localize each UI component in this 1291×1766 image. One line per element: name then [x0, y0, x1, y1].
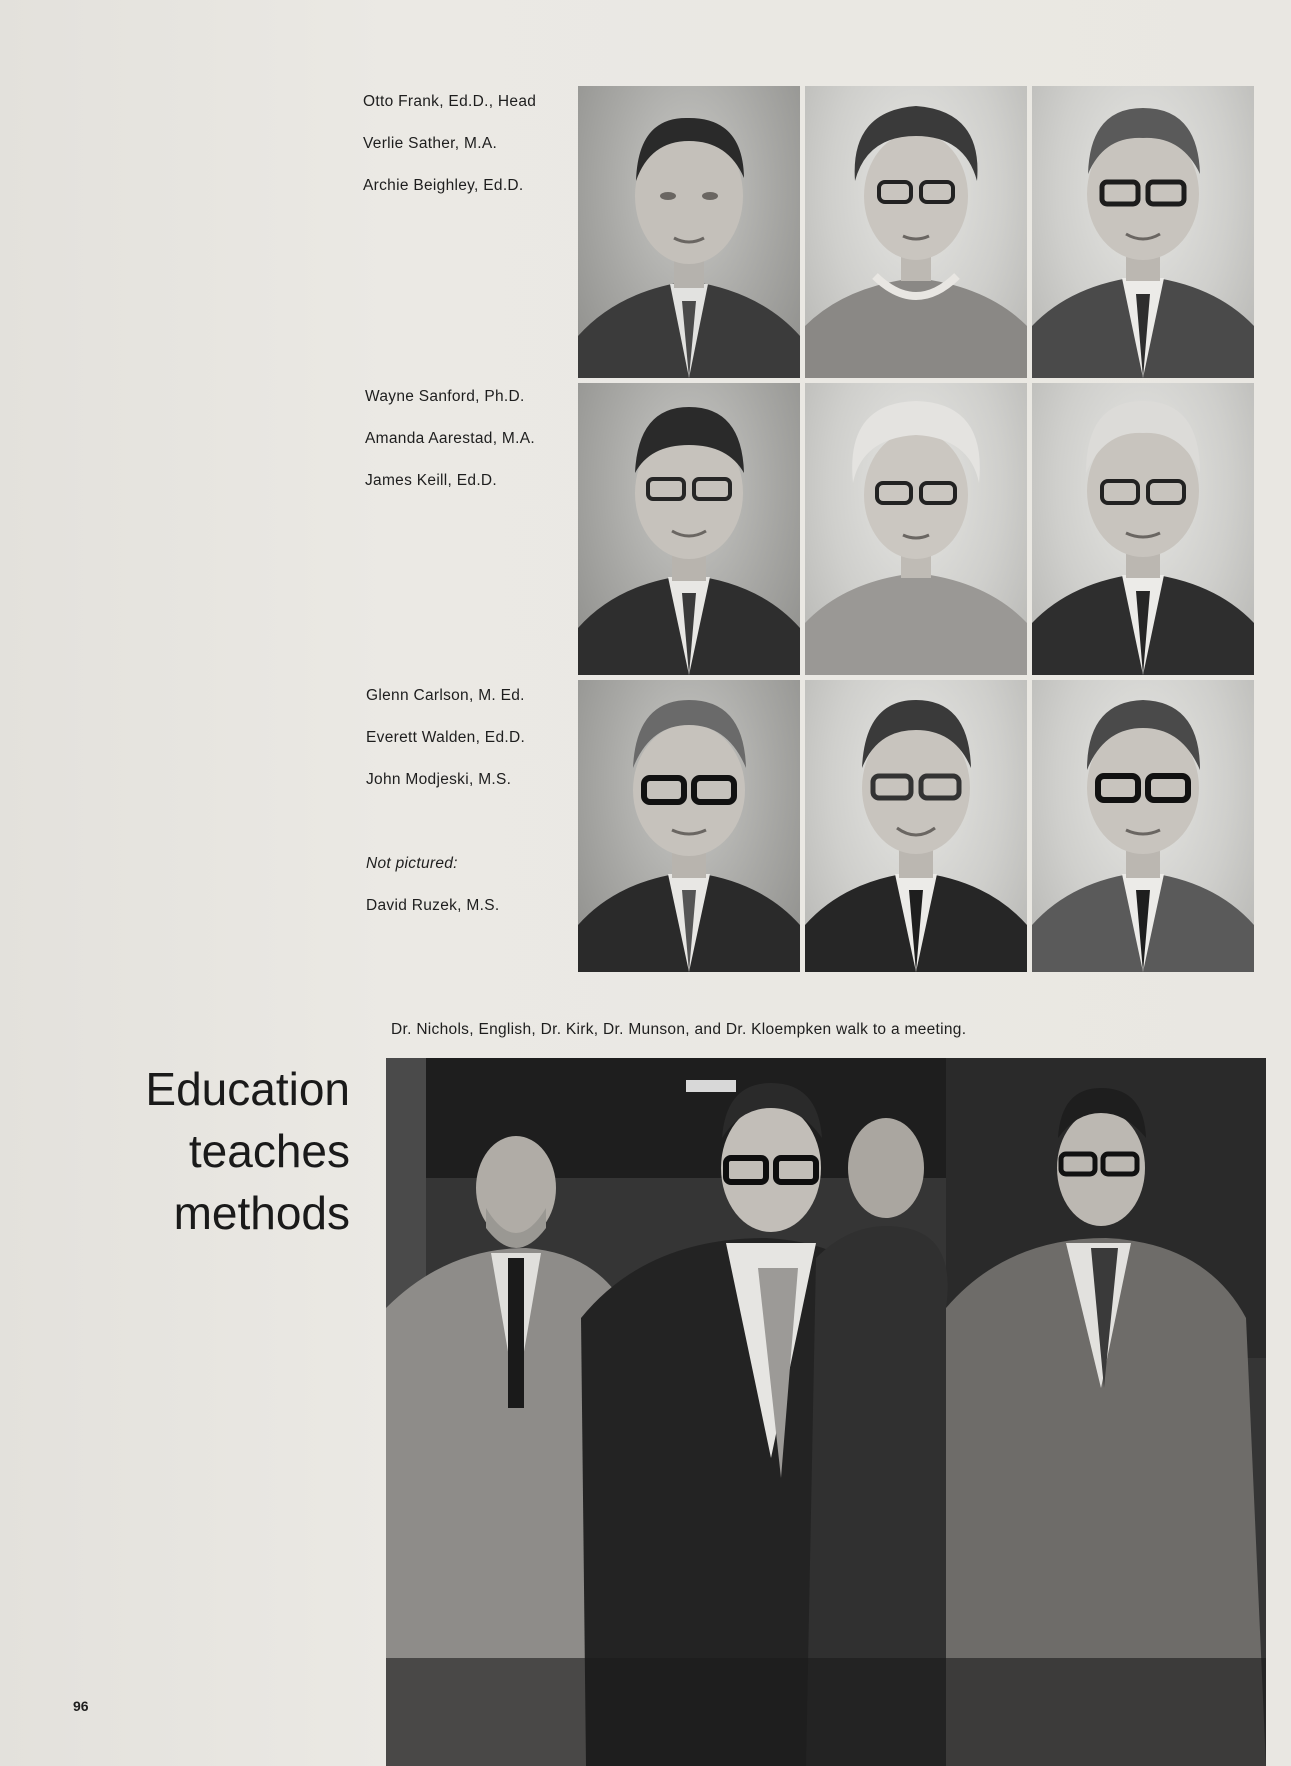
faculty-name: Archie Beighley, Ed.D. [363, 177, 524, 194]
not-pictured-label: Not pictured: [366, 855, 458, 872]
portrait-photo [805, 383, 1027, 675]
photo-caption: Dr. Nichols, English, Dr. Kirk, Dr. Munson, and Dr. Kloempken walk to a meeting. [391, 1021, 967, 1038]
page-headline [60, 1058, 350, 1244]
faculty-name: Amanda Aarestad, M.A. [365, 430, 535, 447]
headline-line: teaches [188, 1125, 350, 1177]
faculty-names-row-2 [365, 387, 575, 513]
portrait-photo [1032, 680, 1254, 972]
portrait-photo [805, 86, 1027, 378]
faculty-name: James Keill, Ed.D. [365, 472, 498, 489]
portrait-photo [1032, 383, 1254, 675]
portrait-photo [805, 680, 1027, 972]
faculty-name: David Ruzek, M.S. [366, 897, 500, 914]
faculty-names-row-1 [363, 92, 573, 218]
faculty-name: Glenn Carlson, M. Ed. [366, 687, 525, 704]
faculty-name: Everett Walden, Ed.D. [366, 729, 526, 746]
headline-line: methods [173, 1187, 350, 1239]
portrait-grid [578, 86, 1254, 972]
faculty-name: Otto Frank, Ed.D., Head [363, 93, 537, 110]
portrait-photo [1032, 86, 1254, 378]
faculty-name: Wayne Sanford, Ph.D. [365, 388, 525, 405]
page-number: 96 [73, 1698, 89, 1714]
faculty-name: John Modjeski, M.S. [366, 771, 512, 788]
portrait-photo [578, 86, 800, 378]
portrait-photo [578, 680, 800, 972]
portrait-photo [578, 383, 800, 675]
headline-line: Education [145, 1063, 350, 1115]
faculty-name: Verlie Sather, M.A. [363, 135, 498, 152]
faculty-names-row-3 [366, 686, 576, 938]
group-photo [386, 1058, 1266, 1766]
